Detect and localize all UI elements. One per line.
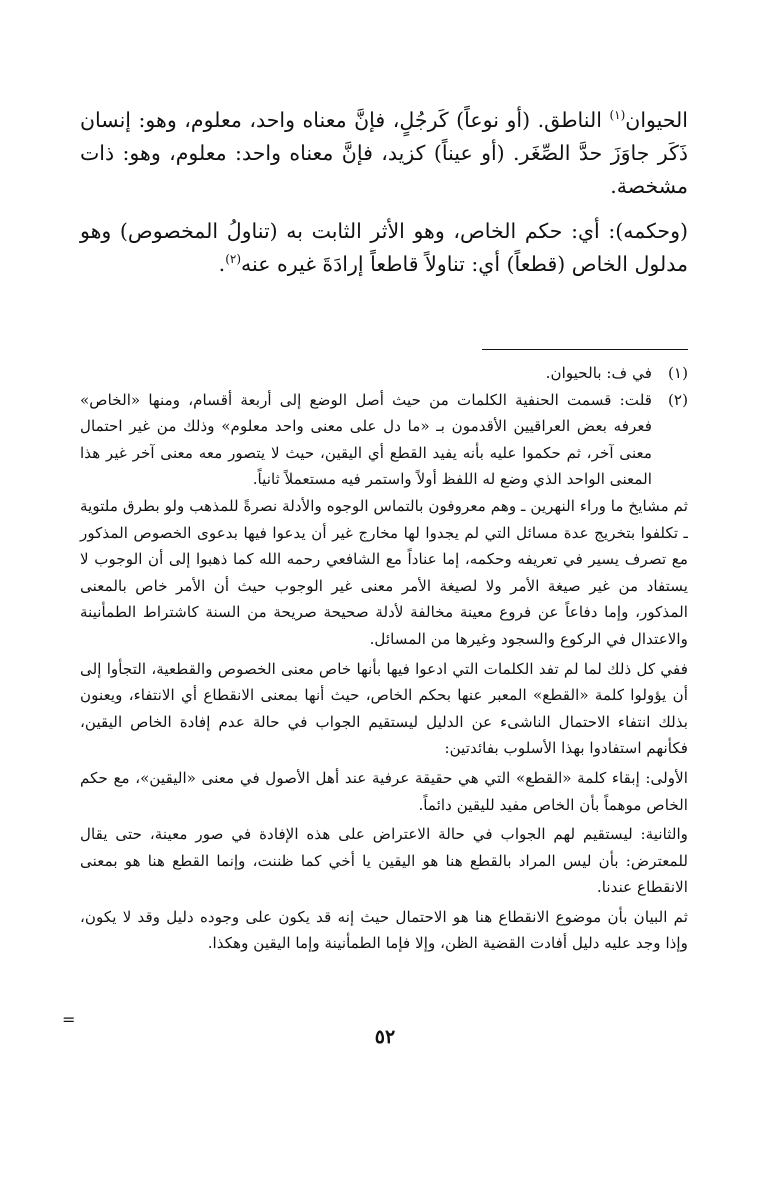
footnote-continuation-2: ففي كل ذلك لما لم تفد الكلمات التي ادعوا فيها بأنها خاص معنى الخصوص والقطعية، التجأوا إلى أن يؤولوا كلمة «القطع» المعبر عنها بحكم الخاص، حيث أنها بمعنى الانقطاع أي الانتفاء، ويعنون بذلك انتفاء الاحتمال الناشىء عن الدليل ليستقيم الجواب في حالة عدم إفادة الخاص اليقين، فكأنهم استفادوا بهذا الأسلوب بفائدتين: — [80, 659, 688, 758]
main-paragraph-1 — [80, 104, 688, 203]
main-text-segment: الناطق. (أو نوعاً) كَرجُلٍ، فإنَّ معناه واحد، معلوم، وهو: إنسان ذَكَر جاوَزَ حدَّ الصِّغَر. (أو عيناً) كزيد، فإنَّ معناه واحد: معلوم، وهو: ذات مشخصة. — [80, 108, 688, 198]
footnotes — [80, 360, 688, 960]
main-paragraph-2 — [80, 215, 688, 281]
footnote-body — [80, 387, 652, 493]
footnote-reference-2[interactable]: (٢) — [225, 252, 242, 267]
footnote-separator — [482, 349, 688, 350]
footnote-number: (٢) — [667, 390, 688, 409]
footnote-1 — [80, 360, 688, 387]
continuation-mark: = — [62, 1010, 76, 1029]
footnote-reference-1[interactable]: (١) — [609, 108, 626, 123]
footnote-continuation-4: والثانية: ليستقيم لهم الجواب في حالة الاعتراض على هذه الإفادة في صور معينة، حتى يقال للمعترض: بأن ليس المراد بالقطع هنا هو اليقين يا أخي كما ظننت، وإنما القطع هنا هو بمعنى الانقطاع عندنا. — [80, 825, 688, 897]
footnote-number: (١) — [667, 364, 688, 382]
footnote-continuation-5: ثم البيان بأن موضوع الانقطاع هنا هو الاحتمال حيث إنه قد يكون على وجوده دليل وقد لا يكون، وإذا وجد عليه دليل أفادت القضية الظن، وإلا فإما الطمأنينة وإما اليقين وهكذا. — [80, 907, 688, 953]
main-text-segment: . — [218, 252, 226, 276]
footnote-continuation-3: الأولى: إبقاء كلمة «القطع» التي هي حقيقة عرفية عند أهل الأصول في معنى «اليقين»، مع حكم الخاص موهماً بأن الخاص مفيد لليقين دائماً. — [80, 768, 688, 814]
main-text-segment: (وحكمه): أي: حكم الخاص، وهو الأثر الثابت به (تناولُ المخصوص) وهو مدلول الخاص (قطعاً) أي: تناولاً قاطعاً إرادَةَ غيره عنه — [80, 219, 688, 276]
footnote-2 — [80, 387, 688, 493]
footnote-text: في ف: بالحيوان. — [545, 364, 652, 382]
footnote-continuation-1: ثم مشايخ ما وراء النهرين ـ وهم معروفون بالتماس الوجوه والأدلة نصرةً للمذهب ولو بطرق ملتوية ـ تكلفوا بتخريج عدة مسائل التي لم يجدوا لها مخارج غير أن يدعوا فيها بدعوى الخصوص المذكور مع تصرف يسير في تعريفه وحكمه، إما عناداً مع الشافعي رحمه الله كما ذهبوا إلى أن الوجوب لا يستفاد من غير صيغة الأمر ولا لصيغة الأمر معنى غير الوجوب حيث أن الأمر خاص بالمعنى المذكور، وإما دفاعاً عن فروع معينة مخالفة لأدلة صحيحة صريحة من السنة كاشتراط الطمأنينة والاعتدال في الركوع والسجود وغيرها من المسائل. — [80, 496, 688, 648]
page-number: ٥٢ — [374, 1026, 396, 1048]
footnote-text: قلت: قسمت الحنفية الكلمات من حيث أصل الوضع إلى أربعة أقسام، ومنها «الخاص» فعرفه بعض العراقيين الأقدمون بـ «ما دل على معنى واحد معلوم» وذلك من غير احتمال معنى آخر، ثم حكموا عليه بأنه يفيد القطع أي اليقين، حيث لا يتصور معه معنى آخر غير هذا المعنى الواحد الذي وضع له اللفظ أولاً واستمر فيه مستعملاً ثانياً. — [80, 390, 652, 489]
main-text-segment: الحيوان — [625, 108, 688, 132]
main-text — [80, 104, 688, 281]
footnote-body — [80, 360, 652, 387]
